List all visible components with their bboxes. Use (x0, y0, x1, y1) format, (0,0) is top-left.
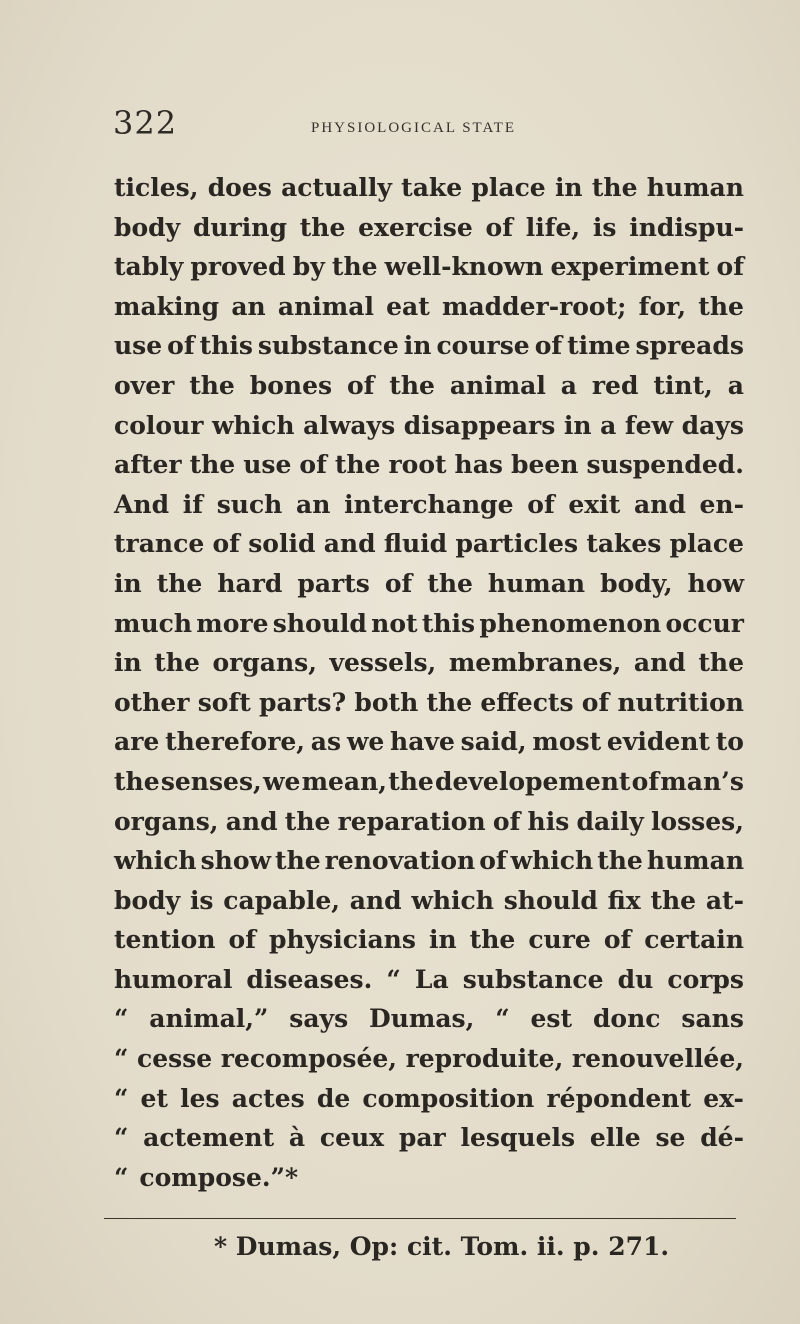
footnote-divider (104, 1218, 736, 1219)
text-line: other soft parts? both the effects of nutrition (114, 687, 744, 717)
text-line: humoral diseases. “ La substance du corps (114, 964, 744, 994)
text-line: ticles, does actually take place in the human (114, 173, 744, 202)
text-line: which show the renovation of which the human (114, 846, 744, 876)
footnote: * Dumas, Op: cit. Tom. ii. p. 271. (214, 1232, 670, 1261)
text-line: are therefore, as we have said, most evident to (114, 727, 744, 757)
text-line: And if such an interchange of exit and en- (114, 489, 744, 519)
page-number: 322 (113, 104, 178, 142)
text-line: colour which always disappears in a few days (114, 410, 744, 440)
text-line: the senses, we mean, the developement of man’s (114, 766, 744, 796)
text-line: making an animal eat madder-root; for, the (114, 291, 744, 321)
text-line: tention of physicians in the cure of certain (114, 925, 744, 955)
running-head (113, 104, 753, 144)
text-line: “ animal,” says Dumas, “ est donc sans (114, 1004, 744, 1034)
text-line: in the hard parts of the human body, how (114, 568, 744, 598)
text-line: body is capable, and which should fix the at- (114, 885, 744, 915)
text-line: “ compose.”* (114, 1162, 299, 1192)
text-line: use of this substance in course of time spreads (114, 331, 744, 361)
text-line: much more should not this phenomenon occur (114, 608, 744, 638)
text-line: trance of solid and fluid particles takes place (114, 529, 744, 559)
text-line: organs, and the reparation of his daily losses, (114, 806, 744, 836)
text-line: “ actement à ceux par lesquels elle se dé- (114, 1123, 744, 1153)
text-line: “ et les actes de composition répondent ex- (114, 1083, 744, 1113)
text-line: tably proved by the well-known experiment of (114, 252, 744, 282)
text-line: in the organs, vessels, membranes, and the (114, 648, 744, 678)
text-line: body during the exercise of life, is indispu- (114, 212, 744, 242)
text-line: “ cesse recomposée, reproduite, renouvellée, (114, 1044, 744, 1074)
running-head-title: PHYSIOLOGICAL STATE (311, 120, 516, 136)
text-line: after the use of the root has been suspended. (114, 450, 744, 480)
text-line: over the bones of the animal a red tint, a (114, 370, 744, 400)
body-text (114, 168, 744, 1197)
